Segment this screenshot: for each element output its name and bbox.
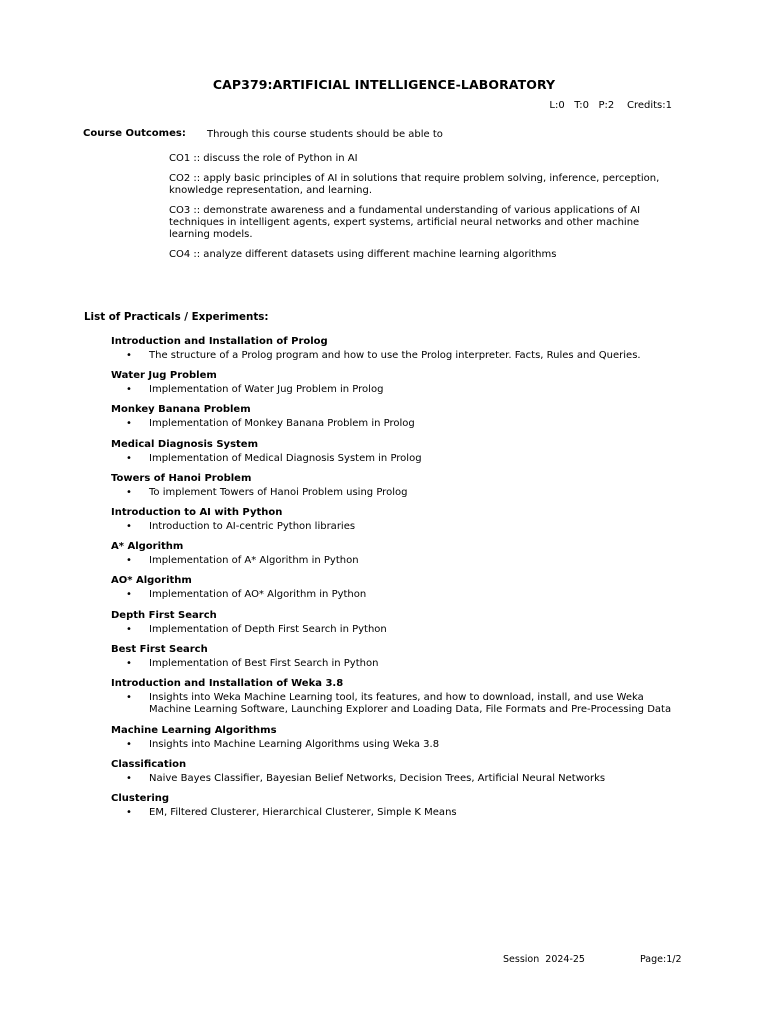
practical-title: Monkey Banana Problem xyxy=(111,404,251,416)
practical-bullet xyxy=(111,773,681,786)
practical-item xyxy=(111,540,681,568)
practical-item xyxy=(111,758,681,786)
practical-bullet-text: Implementation of A* Algorithm in Python xyxy=(149,555,359,567)
practical-bullet-text: To implement Towers of Hanoi Problem using Prolog xyxy=(149,486,408,498)
credits-line: L:0 T:0 P:2 Credits:1 xyxy=(549,100,672,111)
practical-title: Introduction and Installation of Prolog xyxy=(111,336,328,347)
practical-item xyxy=(111,677,681,717)
practical-title: A* Algorithm xyxy=(111,541,184,553)
practical-bullet xyxy=(111,384,681,397)
practical-title: Medical Diagnosis System xyxy=(111,438,258,450)
bullet-icon: • xyxy=(126,589,132,601)
course-outcomes-intro: Through this course students should be able to xyxy=(207,129,443,140)
bullet-icon: • xyxy=(126,623,132,635)
bullet-icon: • xyxy=(126,738,132,750)
practical-bullet-text: Insights into Weka Machine Learning tool, its features, and how to download, install, and use Weka Machine Learning Software, Launching Explorer and Loading Data, File Formats and Pre-Processing Data xyxy=(149,691,672,716)
bullet-icon: • xyxy=(126,555,132,567)
practical-bullet-text: EM, Filtered Clusterer, Hierarchical Clusterer, Simple K Means xyxy=(149,806,457,818)
practical-title: Towers of Hanoi Problem xyxy=(111,472,252,484)
bullet-icon: • xyxy=(126,520,132,532)
bullet-icon: • xyxy=(126,691,132,703)
practical-bullet xyxy=(111,487,681,500)
practical-bullet-text: Implementation of Best First Search in Python xyxy=(149,657,379,669)
practical-item xyxy=(111,792,681,820)
practical-bullet-text: Implementation of AO* Algorithm in Python xyxy=(149,589,367,601)
practicals-heading: List of Practicals / Experiments: xyxy=(84,311,269,323)
practical-item xyxy=(111,438,681,466)
bullet-icon: • xyxy=(126,418,132,430)
course-outcome-item: CO4 :: analyze different datasets using different machine learning algorithms xyxy=(169,249,557,260)
bullet-icon: • xyxy=(126,486,132,498)
course-outcomes-label: Course Outcomes: xyxy=(83,128,186,139)
bullet-icon: • xyxy=(126,772,132,784)
practical-bullet xyxy=(111,589,681,602)
page-number: Page:1/2 xyxy=(640,954,682,965)
practical-title: Introduction and Installation of Weka 3.8 xyxy=(111,677,344,689)
practical-item xyxy=(111,643,681,671)
practical-bullet xyxy=(111,807,681,820)
practical-bullet-text: Implementation of Medical Diagnosis System in Prolog xyxy=(149,452,422,464)
course-outcome-item: CO2 :: apply basic principles of AI in solutions that require problem solving, inference, perception, knowledge representation, and learning. xyxy=(169,173,660,196)
practical-title: Best First Search xyxy=(111,643,208,655)
practical-bullet-text: Implementation of Water Jug Problem in Prolog xyxy=(149,384,384,396)
practical-title: Water Jug Problem xyxy=(111,370,217,382)
practical-item xyxy=(111,506,681,534)
bullet-icon: • xyxy=(126,657,132,669)
bullet-icon: • xyxy=(126,384,132,396)
practical-bullet xyxy=(111,692,681,717)
practical-bullet xyxy=(111,555,681,568)
practical-item xyxy=(111,403,681,431)
practical-item xyxy=(111,724,681,752)
bullet-icon: • xyxy=(126,452,132,464)
practical-bullet xyxy=(111,350,681,363)
course-title: CAP379:ARTIFICIAL INTELLIGENCE-LABORATORY xyxy=(212,77,556,92)
course-outcome-item: CO3 :: demonstrate awareness and a fundamental understanding of various applications of AI techniques in intelligent agents, expert systems, artificial neural networks and other machine learning models. xyxy=(169,205,641,240)
practical-bullet xyxy=(111,739,681,752)
bullet-icon: • xyxy=(126,350,132,361)
course-outcomes-list xyxy=(169,153,669,269)
practical-title: Machine Learning Algorithms xyxy=(111,724,277,736)
bullet-icon: • xyxy=(126,806,132,818)
practical-bullet-text: Naive Bayes Classifier, Bayesian Belief Networks, Decision Trees, Artificial Neural Networks xyxy=(149,772,606,784)
practical-title: Introduction to AI with Python xyxy=(111,506,283,518)
practical-title: Clustering xyxy=(111,792,170,804)
practical-bullet xyxy=(111,521,681,534)
practical-bullet-text: Implementation of Depth First Search in Python xyxy=(149,623,387,635)
practical-title: AO* Algorithm xyxy=(111,575,192,587)
practicals-list xyxy=(111,335,681,826)
practical-title: Classification xyxy=(111,758,187,770)
practical-bullet-text: Implementation of Monkey Banana Problem in Prolog xyxy=(149,418,415,430)
practical-bullet xyxy=(111,418,681,431)
practical-item xyxy=(111,472,681,500)
practical-bullet xyxy=(111,624,681,637)
practical-bullet-text: Introduction to AI-centric Python libraries xyxy=(149,520,356,532)
practical-item xyxy=(111,369,681,397)
practical-title: Depth First Search xyxy=(111,609,217,621)
practical-item xyxy=(111,574,681,602)
practical-bullet-text: Insights into Machine Learning Algorithms using Weka 3.8 xyxy=(149,738,440,750)
course-outcome-item: CO1 :: discuss the role of Python in AI xyxy=(169,153,358,164)
practical-bullet xyxy=(111,658,681,671)
practical-bullet xyxy=(111,453,681,466)
practical-item xyxy=(111,609,681,637)
practical-item xyxy=(111,335,681,363)
session-label: Session 2024-25 xyxy=(503,954,585,965)
practical-bullet-text: The structure of a Prolog program and how to use the Prolog interpreter. Facts, Rules and Queries. xyxy=(149,350,641,361)
